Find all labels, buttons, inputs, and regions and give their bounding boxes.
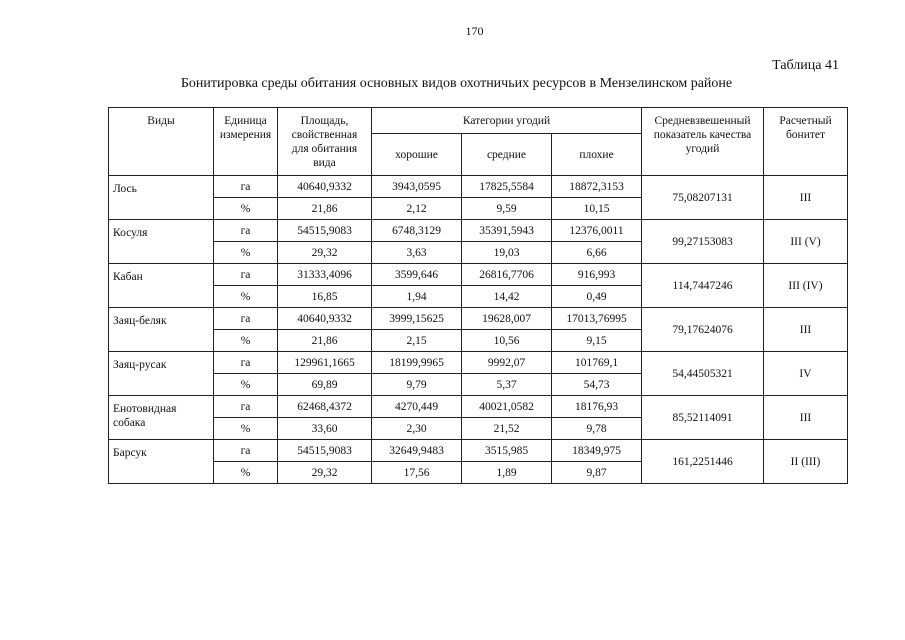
page-number: 170 — [465, 24, 484, 38]
document-title: Бонитировка среды обитания основных видов охотничьих ресурсов в Мензелинском районе — [180, 76, 733, 91]
bonitet-cell: III (IV) — [764, 264, 848, 308]
area-cell: 62468,4372 — [278, 396, 372, 418]
unit-cell: % — [214, 330, 278, 352]
unit-cell: га — [214, 396, 278, 418]
medium-cell: 17825,5584 — [462, 176, 552, 198]
bonitet-cell: II (III) — [764, 440, 848, 484]
poor-cell: 18176,93 — [552, 396, 642, 418]
unit-cell: % — [214, 242, 278, 264]
species-name: Кабан — [109, 264, 214, 308]
medium-cell: 3515,985 — [462, 440, 552, 462]
unit-cell: га — [214, 440, 278, 462]
table-row — [109, 308, 848, 330]
header-medium: средние — [462, 134, 552, 176]
area-cell: 29,32 — [278, 462, 372, 484]
header-poor: плохие — [552, 134, 642, 176]
unit-cell: га — [214, 264, 278, 286]
good-cell: 2,12 — [372, 198, 462, 220]
poor-cell: 916,993 — [552, 264, 642, 286]
poor-cell: 0,49 — [552, 286, 642, 308]
header-bonitet: Расчетный бонитет — [764, 108, 848, 176]
good-cell: 1,94 — [372, 286, 462, 308]
table-row — [109, 220, 848, 242]
bonitet-cell: IV — [764, 352, 848, 396]
unit-cell: га — [214, 220, 278, 242]
medium-cell: 26816,7706 — [462, 264, 552, 286]
poor-cell: 10,15 — [552, 198, 642, 220]
poor-cell: 9,87 — [552, 462, 642, 484]
area-cell: 21,86 — [278, 198, 372, 220]
medium-cell: 21,52 — [462, 418, 552, 440]
poor-cell: 101769,1 — [552, 352, 642, 374]
quality-cell: 114,7447246 — [642, 264, 764, 308]
poor-cell: 9,15 — [552, 330, 642, 352]
species-name: Косуля — [109, 220, 214, 264]
header-quality: Средневзвешенный показатель качества угодий — [642, 108, 764, 176]
quality-cell: 161,2251446 — [642, 440, 764, 484]
species-name: Енотовидная собака — [109, 396, 214, 440]
area-cell: 33,60 — [278, 418, 372, 440]
table-row — [109, 352, 848, 374]
quality-cell: 99,27153083 — [642, 220, 764, 264]
medium-cell: 9992,07 — [462, 352, 552, 374]
header-categories: Категории угодий — [372, 108, 642, 134]
good-cell: 17,56 — [372, 462, 462, 484]
unit-cell: % — [214, 374, 278, 396]
poor-cell: 17013,76995 — [552, 308, 642, 330]
bonitet-cell: III — [764, 308, 848, 352]
area-cell: 29,32 — [278, 242, 372, 264]
poor-cell: 6,66 — [552, 242, 642, 264]
area-cell: 21,86 — [278, 330, 372, 352]
good-cell: 2,15 — [372, 330, 462, 352]
table-row — [109, 176, 848, 198]
area-cell: 40640,9332 — [278, 308, 372, 330]
bonitet-cell: III (V) — [764, 220, 848, 264]
area-cell: 129961,1665 — [278, 352, 372, 374]
header-area: Площадь, свойственная для обитания вида — [278, 108, 372, 176]
unit-cell: га — [214, 308, 278, 330]
unit-cell: га — [214, 352, 278, 374]
good-cell: 9,79 — [372, 374, 462, 396]
table-row — [109, 396, 848, 418]
medium-cell: 19,03 — [462, 242, 552, 264]
bonitet-table — [108, 107, 848, 484]
unit-cell: % — [214, 462, 278, 484]
area-cell: 54515,9083 — [278, 220, 372, 242]
unit-cell: % — [214, 418, 278, 440]
species-name: Заяц-русак — [109, 352, 214, 396]
unit-cell: % — [214, 286, 278, 308]
species-name: Заяц-беляк — [109, 308, 214, 352]
medium-cell: 9,59 — [462, 198, 552, 220]
header-species: Виды — [109, 108, 214, 176]
good-cell: 2,30 — [372, 418, 462, 440]
header-good: хорошие — [372, 134, 462, 176]
poor-cell: 54,73 — [552, 374, 642, 396]
poor-cell: 9,78 — [552, 418, 642, 440]
poor-cell: 18349,975 — [552, 440, 642, 462]
area-cell: 69,89 — [278, 374, 372, 396]
unit-cell: % — [214, 198, 278, 220]
good-cell: 3,63 — [372, 242, 462, 264]
unit-cell: га — [214, 176, 278, 198]
area-cell: 16,85 — [278, 286, 372, 308]
header-unit: Единица измерения — [214, 108, 278, 176]
bonitet-cell: III — [764, 176, 848, 220]
quality-cell: 85,52114091 — [642, 396, 764, 440]
good-cell: 4270,449 — [372, 396, 462, 418]
quality-cell: 79,17624076 — [642, 308, 764, 352]
good-cell: 6748,3129 — [372, 220, 462, 242]
good-cell: 18199,9965 — [372, 352, 462, 374]
species-name: Барсук — [109, 440, 214, 484]
area-cell: 31333,4096 — [278, 264, 372, 286]
quality-cell: 54,44505321 — [642, 352, 764, 396]
table-label: Таблица 41 — [772, 58, 839, 73]
good-cell: 32649,9483 — [372, 440, 462, 462]
medium-cell: 40021,0582 — [462, 396, 552, 418]
area-cell: 54515,9083 — [278, 440, 372, 462]
good-cell: 3599,646 — [372, 264, 462, 286]
medium-cell: 10,56 — [462, 330, 552, 352]
medium-cell: 1,89 — [462, 462, 552, 484]
good-cell: 3943,0595 — [372, 176, 462, 198]
medium-cell: 19628,007 — [462, 308, 552, 330]
bonitet-cell: III — [764, 396, 848, 440]
table-row — [109, 264, 848, 286]
poor-cell: 18872,3153 — [552, 176, 642, 198]
good-cell: 3999,15625 — [372, 308, 462, 330]
poor-cell: 12376,0011 — [552, 220, 642, 242]
area-cell: 40640,9332 — [278, 176, 372, 198]
species-name: Лось — [109, 176, 214, 220]
table-body — [109, 176, 848, 484]
quality-cell: 75,08207131 — [642, 176, 764, 220]
medium-cell: 35391,5943 — [462, 220, 552, 242]
medium-cell: 14,42 — [462, 286, 552, 308]
table-row — [109, 440, 848, 462]
medium-cell: 5,37 — [462, 374, 552, 396]
